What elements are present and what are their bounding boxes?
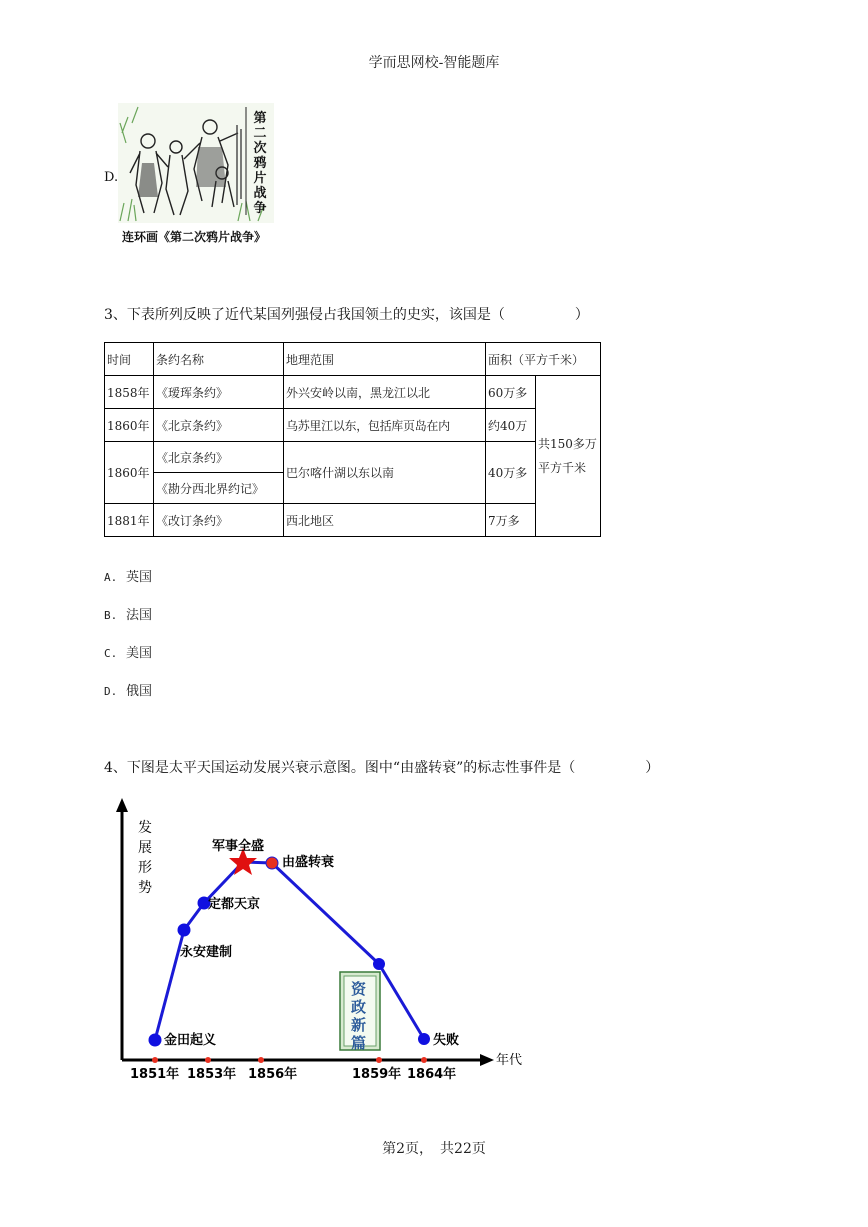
event-label: 失败 [433, 1033, 460, 1048]
treaty-cell: 《北京条约》 [154, 442, 284, 473]
range-cell: 西北地区 [284, 504, 486, 537]
y-axis-label-char-4: 势 [138, 880, 152, 896]
tick-mark [152, 1057, 158, 1063]
y-axis-label-char-3: 形 [138, 860, 152, 876]
event-node [373, 958, 385, 970]
event-label: 军事全盛 [212, 839, 265, 854]
tick-mark [421, 1057, 427, 1063]
y-axis-label-char-1: 发 [138, 820, 152, 836]
treaty-table [104, 342, 601, 537]
option-a[interactable] [104, 566, 152, 585]
tick-label: 1853年 [187, 1067, 237, 1082]
table-row [105, 504, 601, 537]
x-axis-label: 年代 [496, 1053, 523, 1068]
total-cell [536, 376, 601, 537]
tick-mark [258, 1057, 264, 1063]
table-row [105, 376, 601, 409]
book-label-char-3: 新 [351, 1016, 367, 1034]
event-node [178, 924, 191, 937]
page-header: 学而思网校-智能题库 [368, 55, 500, 71]
question-3-stem: 3、下表所列反映了近代某国列强侵占我国领土的史实，该国是（ ） [104, 307, 589, 323]
year-cell: 1860年 [105, 442, 154, 504]
total-line-2: 平方千米 [538, 461, 587, 475]
y-axis-label-char-2: 展 [138, 840, 152, 856]
option-letter: D. [104, 685, 118, 698]
book-icon [340, 972, 380, 1052]
table-row [105, 442, 601, 473]
tick-label: 1859年 [352, 1067, 402, 1082]
area-cell: 约40万 [486, 409, 536, 442]
table-header-row [105, 343, 601, 376]
y-axis-arrow [116, 798, 128, 812]
treaty-cell: 《改订条约》 [154, 504, 284, 537]
tick-mark [376, 1057, 382, 1063]
total-line-1: 共150多万 [538, 437, 597, 451]
year-cell: 1881年 [105, 504, 154, 537]
tick-label: 1864年 [407, 1067, 457, 1082]
option-b[interactable] [104, 604, 152, 623]
book-label-char-4: 篇 [351, 1034, 367, 1052]
illustration-caption: 连环画《第二次鸦片战争》 [122, 230, 267, 244]
treaty-cell: 《瑷珲条约》 [154, 376, 284, 409]
range-cell: 巴尔喀什湖以东以南 [284, 442, 486, 504]
event-label: 金田起义 [164, 1033, 217, 1048]
illustration-vertical-title: 第二次鸦片战争 [253, 111, 267, 216]
option-text: 俄国 [126, 684, 153, 699]
option-d[interactable] [104, 680, 152, 699]
event-node [418, 1033, 430, 1045]
tick-label: 1851年 [130, 1067, 180, 1082]
year-cell: 1858年 [105, 376, 154, 409]
option-text: 法国 [126, 608, 153, 623]
event-label: 永安建制 [180, 945, 233, 960]
event-node-red [266, 857, 278, 869]
tick-mark [205, 1057, 211, 1063]
treaty-cell: 《北京条约》 [154, 409, 284, 442]
header-cell: 地理范围 [284, 343, 486, 376]
option-text: 英国 [126, 570, 153, 585]
comic-illustration [118, 103, 274, 223]
area-cell: 60万多 [486, 376, 536, 409]
header-cell: 面积（平方千米） [486, 343, 601, 376]
area-cell: 40万多 [486, 442, 536, 504]
option-c[interactable] [104, 642, 152, 661]
event-label: 定都天京 [208, 897, 261, 912]
event-label: 由盛转衰 [282, 855, 335, 870]
page-footer: 第2页， 共22页 [382, 1141, 486, 1157]
question-4-stem: 4、下图是太平天国运动发展兴衰示意图。图中“由盛转衰”的标志性事件是（ ） [104, 760, 660, 776]
option-letter: C. [104, 647, 118, 660]
header-cell: 条约名称 [154, 343, 284, 376]
option-d-letter: D. [104, 170, 119, 185]
option-text: 美国 [126, 646, 153, 661]
x-axis-arrow [480, 1054, 494, 1066]
header-cell: 时间 [105, 343, 154, 376]
option-letter: A. [104, 571, 118, 584]
book-label-char-1: 资 [351, 980, 367, 998]
book-label-char-2: 政 [351, 998, 367, 1016]
year-cell: 1860年 [105, 409, 154, 442]
range-cell: 乌苏里江以东，包括库页岛在内 [284, 409, 486, 442]
range-cell: 外兴安岭以南，黑龙江以北 [284, 376, 486, 409]
option-letter: B. [104, 609, 118, 622]
tick-label: 1856年 [248, 1067, 298, 1082]
treaty-cell: 《勘分西北界约记》 [154, 473, 284, 504]
event-node [149, 1034, 162, 1047]
area-cell: 7万多 [486, 504, 536, 537]
taiping-rise-fall-diagram [100, 796, 540, 1090]
table-row [105, 409, 601, 442]
